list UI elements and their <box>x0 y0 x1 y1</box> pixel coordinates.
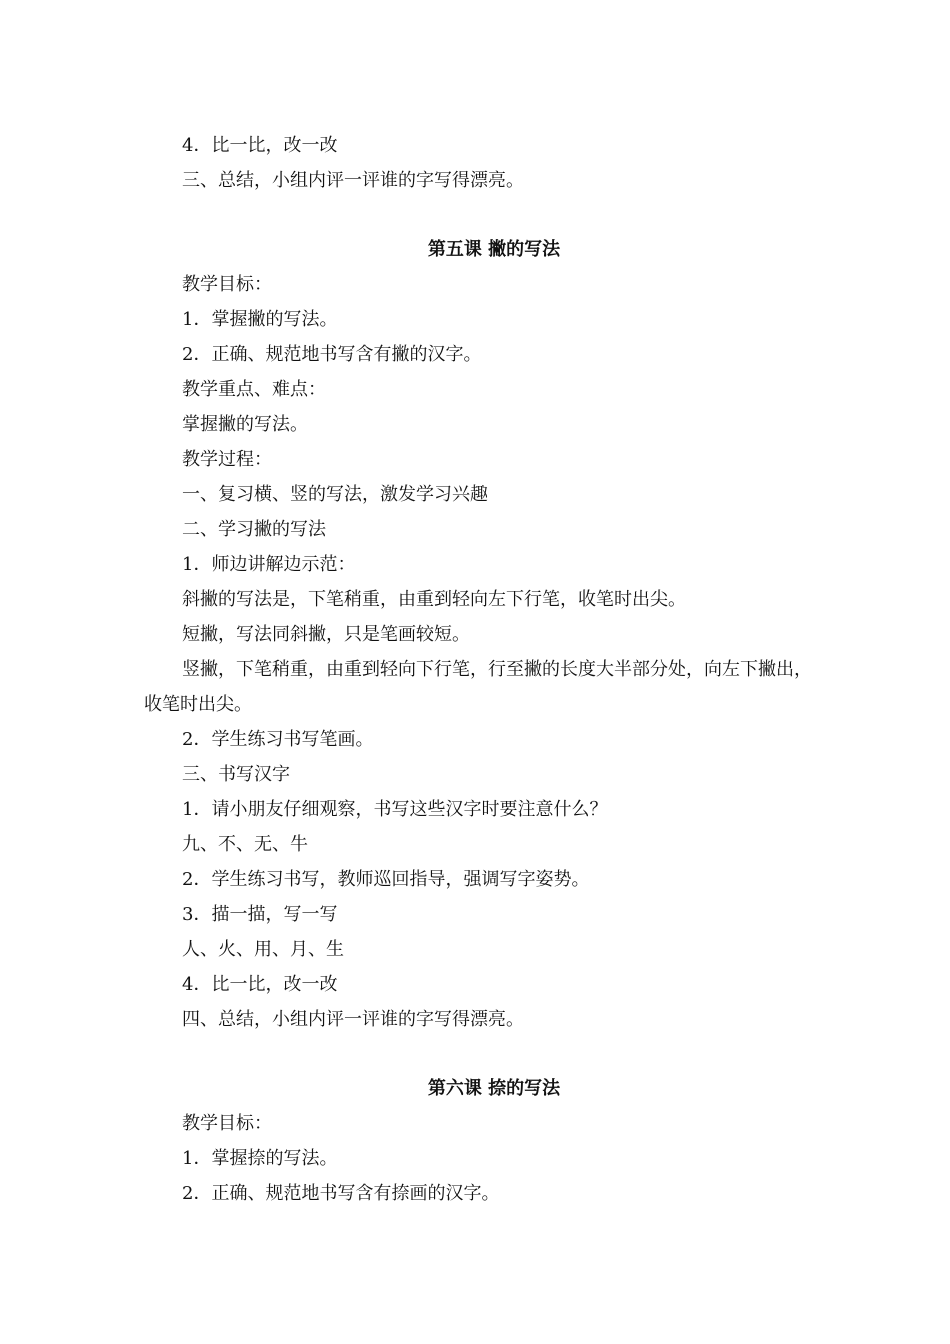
text-line: 4．比一比，改一改 <box>182 135 338 156</box>
text-line: 1．请小朋友仔细观察，书写这些汉字时要注意什么？ <box>182 799 608 820</box>
text-line: 斜撇的写法是，下笔稍重，由重到轻向左下行笔，收笔时出尖。 <box>182 589 686 610</box>
text-line: 教学目标： <box>182 1113 272 1134</box>
wrapped-paragraph: 竖撇，下笔稍重，由重到轻向下行笔，行至撇的长度大半部分处，向左下撇出，收笔时出尖。 <box>144 659 812 715</box>
section-gap <box>144 198 828 232</box>
text-line: 3．描一描，写一写 <box>182 904 338 925</box>
text-line: 2．学生练习书写笔画。 <box>182 729 374 750</box>
text-line: 1．掌握捺的写法。 <box>182 1148 338 1169</box>
lesson-6-title: 第六课 捺的写法 <box>427 1078 561 1099</box>
text-line: 2．学生练习书写，教师巡回指导，强调写字姿势。 <box>182 869 590 890</box>
text-line: 1．掌握撇的写法。 <box>182 309 338 330</box>
text-line: 短撇，写法同斜撇，只是笔画较短。 <box>182 624 470 645</box>
text-line: 三、书写汉字 <box>182 764 290 785</box>
text-line: 1．师边讲解边示范： <box>182 554 356 575</box>
text-line: 教学过程： <box>182 449 272 470</box>
lesson-5-title: 第五课 撇的写法 <box>427 239 561 260</box>
text-line: 掌握撇的写法。 <box>182 414 308 435</box>
document-body <box>144 128 828 1211</box>
text-line: 人、火、用、月、生 <box>182 939 344 960</box>
section-gap <box>144 1037 828 1071</box>
text-line: 九、不、无、牛 <box>182 834 308 855</box>
text-line: 一、复习横、竖的写法，激发学习兴趣 <box>182 484 488 505</box>
text-line: 4．比一比，改一改 <box>182 974 338 995</box>
text-line: 教学目标： <box>182 274 272 295</box>
text-line: 三、总结，小组内评一评谁的字写得漂亮。 <box>182 170 524 191</box>
text-line: 2．正确、规范地书写含有撇的汉字。 <box>182 344 482 365</box>
text-line: 二、学习撇的写法 <box>182 519 326 540</box>
text-line: 教学重点、难点： <box>182 379 326 400</box>
text-line: 2．正确、规范地书写含有捺画的汉字。 <box>182 1183 500 1204</box>
text-line: 四、总结，小组内评一评谁的字写得漂亮。 <box>182 1009 524 1030</box>
